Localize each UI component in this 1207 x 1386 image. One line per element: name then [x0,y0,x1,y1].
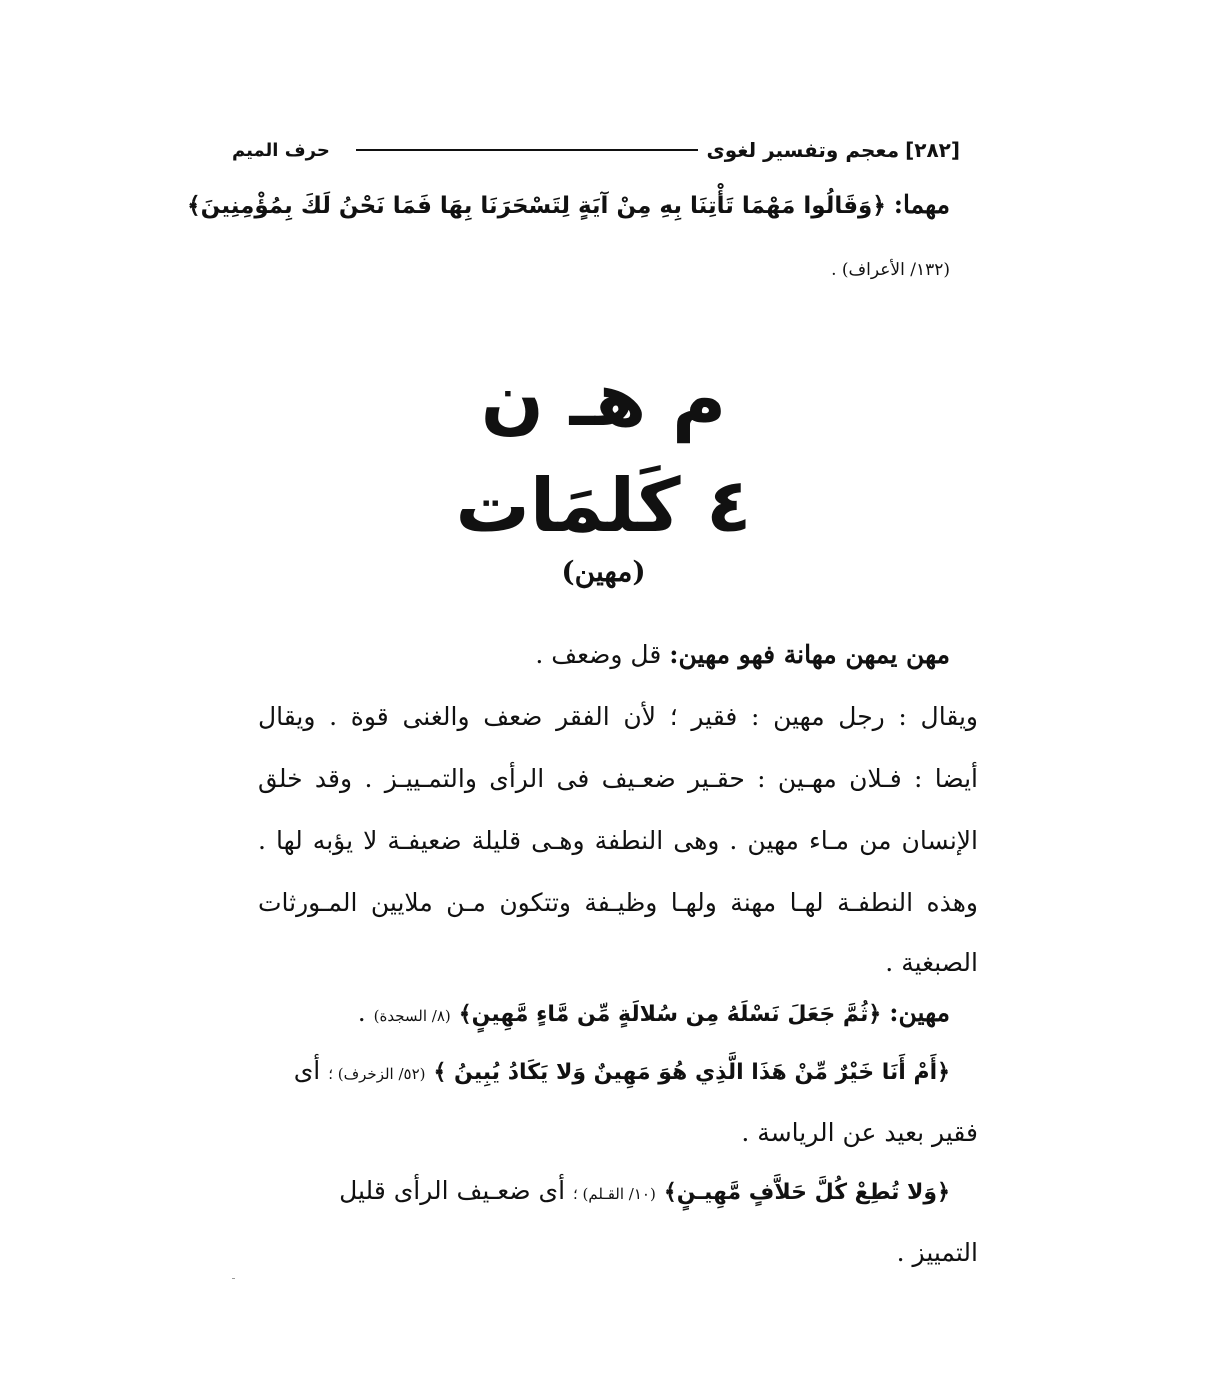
intro-reference: (١٣٢/ الأعراف) . [831,260,950,280]
verse-1-line [358,998,950,1027]
word-count: ٤ كَلمَات [455,463,752,549]
body-line-5: وهذه النطفـة لهـا مهنة ولهـا وظيـفة وتتكون مـن ملايين المـورثات [258,888,978,917]
verse-3-text: ﴿وَلا تُطِعْ كُلَّ حَلاَّفٍ مَّهِيـنٍ﴾ [663,1180,950,1205]
body-line-1 [535,640,950,669]
intro-line-1 [187,190,950,219]
verse-2-line [230,1056,950,1085]
verse-3-line-2: التمييز . [896,1238,978,1267]
verse-2-reference: (٥٢/ الزخرف) ؛ [328,1065,426,1083]
verse-1-headword: مهين: [889,998,950,1027]
body-text [230,640,978,1280]
verse-1-reference: (٨/ السجدة) [373,1007,451,1025]
book-title: معجم وتفسير لغوى [706,138,900,162]
verse-3-line [339,1176,950,1205]
intro-verse: ﴿وَقَالُوا مَهْمَا تَأْتِنَا بِهِ مِنْ آيَةٍ لِتَسْحَرَنَا بِهَا فَمَا نَحْنُ لَكَ بِمُؤْمِنِينَ﴾ [187,193,886,219]
scan-speck [232,1278,235,1279]
verse-3-reference: (١٠/ القـلم) ؛ [572,1185,656,1203]
verse-1-text: ﴿ثُمَّ جَعَلَ نَسْلَهُ مِن سُلالَةٍ مِّن مَّاءٍ مَّهِينٍ﴾ [458,1002,882,1027]
body-line-6: الصبغية . [885,948,978,977]
definition-headword: مهن يمهن مهانة فهو مهين: [669,640,950,669]
subword-heading: (مهين) [561,555,646,588]
page-number: [٢٨٢] [905,138,960,162]
verse-3-gloss: أى ضعـيف الرأى قليل [339,1176,566,1205]
root-letters: م هـ ن [480,357,727,443]
verse-1-end: . [357,998,374,1027]
definition-text: قل وضعف . [535,640,670,669]
intro-word: مهما: [893,190,950,219]
verse-2-gloss: أى [293,1056,321,1085]
intro-line-2 [831,252,950,281]
intro-entry [187,190,950,300]
body-line-4: الإنسان من مـاء مهين . وهى النطفة وهـى قليلة ضعيفـة لا يؤبه لها . [258,826,978,855]
verse-2-text: ﴿أَمْ أَنَا خَيْرٌ مِّنْ هَذَا الَّذِي هُوَ مَهِينٌ وَلا يَكَادُ يُبِينُ ﴾ [433,1060,950,1085]
header-rule [356,149,699,151]
body-line-3: أيضا : فـلان مهـين : حقـير ضعـيف فى الرأى والتمـييـز . وقد خلق [258,764,978,793]
running-header [232,133,960,167]
verse-2-line-2: فقير بعيد عن الرياسة . [741,1118,978,1147]
body-line-2: ويقال : رجل مهين : فقير ؛ لأن الفقر ضعف والغنى قوة . ويقال [258,702,978,731]
chapter-title: حرف الميم [232,139,330,161]
